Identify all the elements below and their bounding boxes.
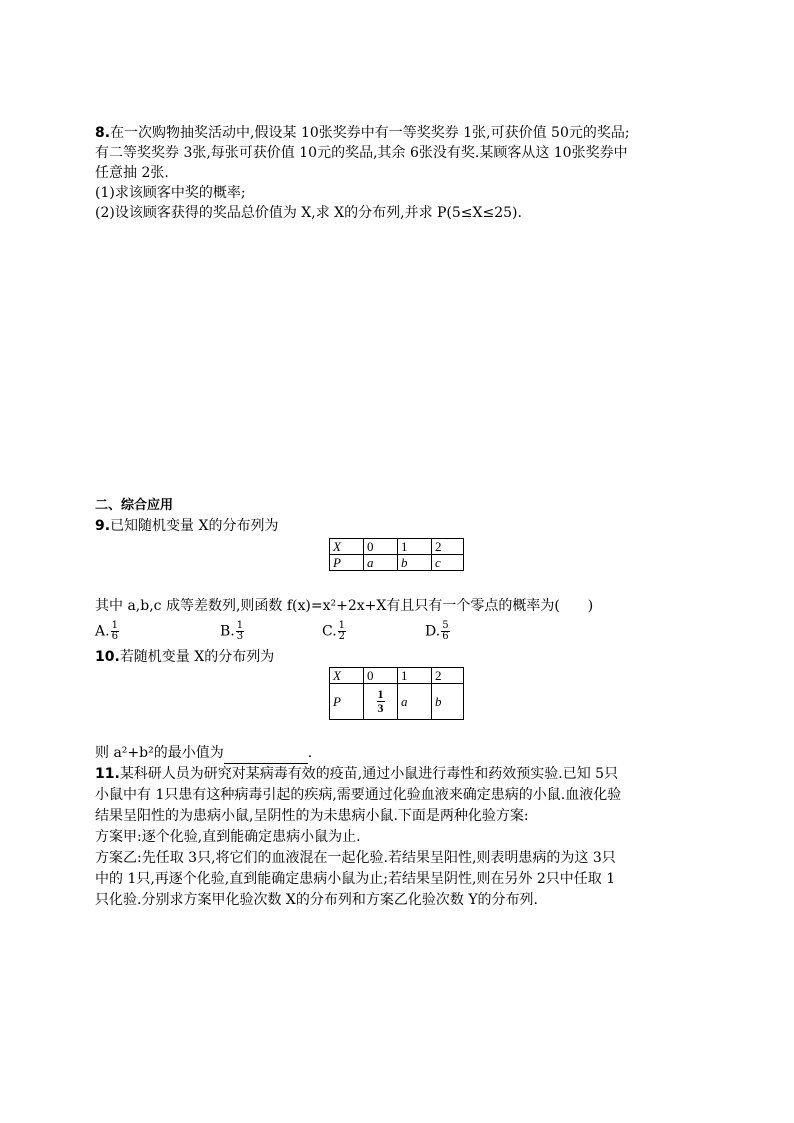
table-cell	[364, 684, 398, 720]
q9-distribution-table	[329, 538, 464, 571]
option-fraction: $\frac{1}{6}$	[111, 620, 118, 642]
q9-option-c[interactable]	[322, 621, 347, 642]
option-label: A.	[95, 623, 110, 640]
table-row	[330, 555, 464, 571]
table-cell: b	[432, 684, 464, 720]
table-cell: 1	[398, 668, 432, 684]
q9-number: 9.	[95, 518, 111, 534]
option-label: B.	[220, 623, 235, 640]
q8-line-3: 任意抽 2张.	[95, 165, 169, 181]
q8-number: 8.	[95, 125, 111, 141]
q10-tail	[95, 743, 705, 764]
option-label: C.	[322, 623, 337, 640]
q10-stem	[95, 647, 705, 667]
q11-line-7: 只化验.分别求方案甲化验次数 X的分布列和方案乙化验次数 Y的分布列.	[95, 892, 539, 908]
q9-stem	[95, 516, 705, 536]
q10-number: 10.	[95, 649, 120, 665]
q10-tail-end: .	[307, 745, 313, 761]
answer-blank[interactable]	[224, 743, 308, 764]
table-cell: 0	[364, 668, 398, 684]
q9-stem-text: 已知随机变量 X的分布列为	[110, 518, 279, 534]
q8-line-2: 有二等奖奖券 3张,每张可获价值 10元的奖品,其余 6张没有奖.某顾客从这 10张奖券中	[95, 145, 628, 161]
q11-line-6: 中的 1只,再逐个化验,直到能确定患病小鼠为止;若结果呈阴性,则在另外 2只中任取 1	[95, 871, 616, 887]
q9-tail: 其中 a,b,c 成等差数列,则函数 f(x)=x²+2x+X有且只有一个零点的概率为( )	[95, 598, 594, 614]
table-cell: 0	[364, 539, 398, 555]
table-cell: P	[330, 684, 364, 720]
section-heading: 二、综合应用	[95, 498, 174, 513]
table-cell: a	[364, 555, 398, 571]
table-row	[330, 668, 464, 684]
q8-part-1: (1)求该顾客中奖的概率;	[95, 185, 246, 201]
q11-line-5: 方案乙:先任取 3只,将它们的血液混在一起化验.若结果呈阳性,则表明患病的为这 3只	[95, 850, 616, 866]
table-cell: a	[398, 684, 432, 720]
table-cell: c	[432, 555, 464, 571]
table-cell: b	[398, 555, 432, 571]
table-row	[330, 539, 464, 555]
q9-option-a[interactable]	[95, 621, 120, 642]
q9-option-b[interactable]	[220, 621, 245, 642]
q8-line-1	[95, 123, 705, 143]
table-cell: 1	[398, 539, 432, 555]
option-fraction: $\frac{1}{3}$	[236, 620, 244, 642]
q8-text-1: 在一次购物抽奖活动中,假设某 10张奖券中有一等奖奖券 1张,可获价值 50元的奖品;	[110, 125, 630, 141]
q11-line-1	[95, 764, 705, 784]
table-row	[330, 684, 464, 720]
option-label: D.	[425, 623, 441, 640]
q8-part-2: (2)设该顾客获得的奖品总价值为 X,求 X的分布列,并求 P(5≤X≤25).	[95, 205, 522, 221]
table-cell: X	[330, 539, 364, 555]
table-cell: 2	[432, 668, 464, 684]
table-cell: 2	[432, 539, 464, 555]
cell-fraction: $\frac{1}{3}$	[377, 687, 384, 715]
q10-stem-text: 若随机变量 X的分布列为	[119, 649, 275, 665]
q11-line-4: 方案甲:逐个化验,直到能确定患病小鼠为止.	[95, 829, 361, 845]
q9-option-d[interactable]	[425, 621, 451, 642]
q11-text-1: 某科研人员为研究对某病毒有效的疫苗,通过小鼠进行毒性和药效预实验.已知 5只	[119, 766, 619, 782]
option-fraction: $\frac{5}{6}$	[442, 620, 449, 642]
table-cell: P	[330, 555, 364, 571]
q11-line-3: 结果呈阳性的为患病小鼠,呈阴性的为未患病小鼠.下面是两种化验方案:	[95, 808, 529, 824]
q10-distribution-table	[329, 667, 464, 720]
q11-line-2: 小鼠中有 1只患有这种病毒引起的疾病,需要通过化验血液来确定患病的小鼠.血液化验	[95, 787, 622, 803]
option-fraction: $\frac{1}{2}$	[338, 620, 346, 642]
q10-tail-text: 则 a²+b²的最小值为	[95, 745, 224, 761]
q11-number: 11.	[95, 766, 120, 782]
table-cell: X	[330, 668, 364, 684]
